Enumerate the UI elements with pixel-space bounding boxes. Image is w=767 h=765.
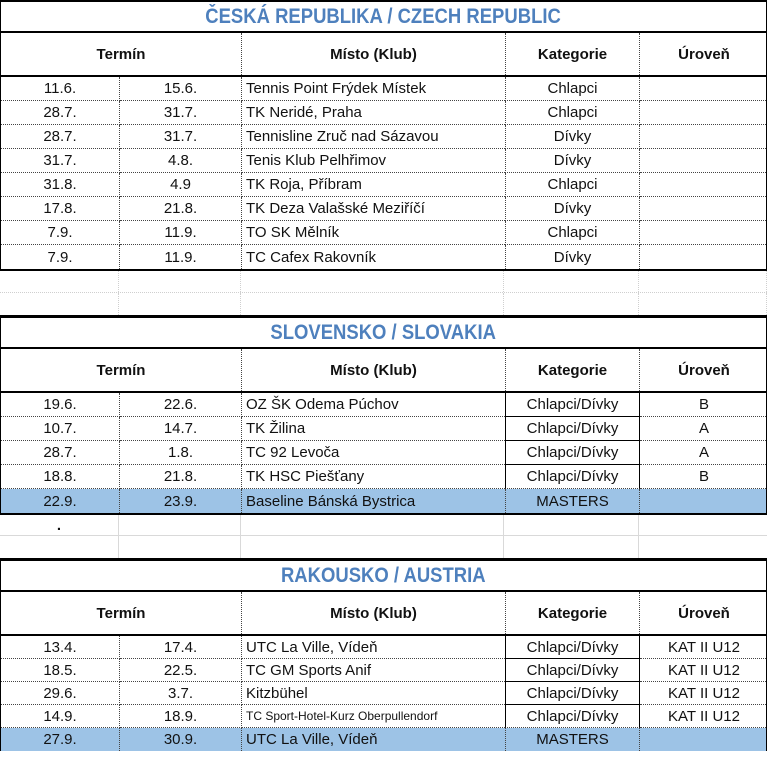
level-cell: KAT II U12 [640,636,767,659]
category-cell: Chlapci/Dívky [505,417,640,441]
date-to-cell: 14.7. [120,417,242,441]
date-to-cell: 21.8. [120,465,242,489]
table-body-austria [1,636,766,751]
table-row [1,636,766,659]
club-cell: Tenis Klub Pelhřimov [242,149,505,173]
category-cell: Chlapci/Dívky [505,441,640,465]
date-to-cell: 11.9. [120,221,242,245]
club-cell: UTC La Ville, Vídeň [246,731,378,748]
category-cell: Chlapci [505,221,640,245]
level-cell: KAT II U12 [640,659,767,682]
category-cell: Chlapci/Dívky [505,682,640,705]
level-cell [640,101,767,125]
club-cell: TK Roja, Příbram [242,173,505,197]
header-kategorie: Kategorie [505,349,640,391]
spreadsheet-gap [0,515,767,558]
table-row-masters-highlighted [1,489,766,513]
level-cell: B [640,393,767,417]
date-from-cell: 28.7. [1,441,120,465]
date-from-cell: 31.7. [1,149,120,173]
club-cell: TC Sport-Hotel-Kurz Oberpullendorf [242,705,505,728]
date-from-cell: 7.9. [1,221,120,245]
table-row [1,465,766,489]
section-slovakia [0,315,767,515]
note-cell: . [0,515,119,535]
section-title-text: SLOVENSKO / SLOVAKIA [270,320,497,344]
category-cell: Chlapci/Dívky [505,393,640,417]
category-cell: Chlapci/Dívky [505,636,640,659]
date-from-cell: 19.6. [1,393,120,417]
table-header-austria [1,592,766,636]
date-from-cell: 29.6. [1,682,120,705]
date-from-cell: 18.5. [1,659,120,682]
date-to-cell: 21.8. [120,197,242,221]
category-cell: Dívky [505,149,640,173]
header-uroven: Úroveň [678,361,730,379]
club-cell: TC Cafex Rakovník [246,248,377,266]
table-header-czech [1,33,766,77]
section-title-text: ČESKÁ REPUBLIKA / CZECH REPUBLIC [205,4,562,28]
category-cell: Chlapci/Dívky [505,465,640,489]
club-cell: TK HSC Piešťany [242,465,505,489]
header-misto: Místo (Klub) [330,45,417,63]
table-row [1,417,766,441]
section-title-czech [1,2,766,33]
table-row [1,197,766,221]
club-cell: TK Deza Valašské Meziříčí [242,197,505,221]
empty-row [0,536,767,558]
section-austria [0,558,767,751]
level-cell: KAT II U12 [640,705,767,728]
date-to-cell: 31.7. [120,101,242,125]
category-cell: Dívky [505,197,640,221]
level-cell: B [640,465,767,489]
date-from-cell: 22.9. [1,489,120,513]
date-from-cell: 31.8. [1,173,120,197]
date-from-cell: 28.7. [1,101,120,125]
level-cell: A [640,441,767,465]
date-to-cell: 22.6. [120,393,242,417]
table-row [1,125,766,149]
level-cell: A [640,417,767,441]
date-to-cell: 30.9. [120,728,242,751]
category-cell: Chlapci [505,101,640,125]
level-cell [640,149,767,173]
date-from-cell: 14.9. [1,705,120,728]
level-cell: KAT II U12 [640,682,767,705]
date-from-cell: 13.4. [1,636,120,659]
table-row [1,705,766,728]
table-row [1,173,766,197]
category-cell: Chlapci [505,77,640,101]
date-to-cell: 1.8. [120,441,242,465]
table-row [1,441,766,465]
category-cell: Chlapci/Dívky [505,659,640,682]
club-cell: Kitzbühel [242,682,505,705]
category-cell: Dívky [505,245,640,269]
section-title-austria [1,561,766,592]
date-from-cell: 17.8. [1,197,120,221]
table-row [1,77,766,101]
date-to-cell: 17.4. [120,636,242,659]
club-cell: TK Neridé, Praha [242,101,505,125]
club-cell: TK Žilina [242,417,505,441]
level-cell [640,489,767,513]
level-cell [640,125,767,149]
date-to-cell: 23.9. [120,489,242,513]
section-title-text: RAKOUSKO / AUSTRIA [281,563,486,587]
table-row [1,221,766,245]
date-from-cell: 11.6. [1,77,120,101]
club-cell: Baseline Bánská Bystrica [246,492,416,510]
spreadsheet-gap [0,271,767,315]
header-misto: Místo (Klub) [330,604,417,622]
club-cell: Tennisline Zruč nad Sázavou [242,125,505,149]
table-body-slovakia [1,393,766,513]
date-from-cell: 18.8. [1,465,120,489]
club-cell: UTC La Ville, Vídeň [242,636,505,659]
category-cell: MASTERS [505,489,640,513]
date-to-cell: 18.9. [120,705,242,728]
empty-row [0,271,767,293]
level-cell [640,221,767,245]
header-termin: Termín [1,349,242,391]
table-row [1,659,766,682]
header-kategorie: Kategorie [505,592,640,634]
level-cell [640,728,767,751]
date-to-cell: 4.9 [120,173,242,197]
club-cell: TC 92 Levoča [242,441,505,465]
date-to-cell: 22.5. [120,659,242,682]
category-cell: Chlapci/Dívky [505,705,640,728]
category-cell: Chlapci [505,173,640,197]
header-misto: Místo (Klub) [330,361,417,379]
header-uroven: Úroveň [678,604,730,622]
section-czech-republic [0,0,767,271]
date-to-cell: 31.7. [120,125,242,149]
date-from-cell: 28.7. [1,125,120,149]
table-row [1,393,766,417]
club-cell: OZ ŠK Odema Púchov [242,393,505,417]
table-body-czech [1,77,766,269]
category-cell: MASTERS [505,728,640,751]
category-cell: Dívky [505,125,640,149]
table-row [1,101,766,125]
date-from-cell: 27.9. [1,728,120,751]
table-row [1,682,766,705]
section-title-slovakia [1,318,766,349]
empty-row [0,293,767,315]
level-cell [640,173,767,197]
date-to-cell: 3.7. [120,682,242,705]
empty-row [0,515,767,536]
header-uroven: Úroveň [678,45,730,63]
table-row [1,149,766,173]
table-header-slovakia [1,349,766,393]
header-termin: Termín [1,592,242,634]
level-cell [640,245,767,269]
date-to-cell: 15.6. [120,77,242,101]
table-row [1,245,766,269]
club-cell: Tennis Point Frýdek Místek [242,77,505,101]
level-cell [640,197,767,221]
table-row-masters-highlighted [1,728,766,751]
header-kategorie: Kategorie [505,33,640,75]
level-cell [640,77,767,101]
club-cell: TO SK Mělník [242,221,505,245]
date-from-cell: 7.9. [1,245,120,269]
date-to-cell: 11.9. [120,245,242,269]
date-from-cell: 10.7. [1,417,120,441]
date-to-cell: 4.8. [120,149,242,173]
header-termin: Termín [1,33,242,75]
club-cell: TC GM Sports Anif [242,659,505,682]
